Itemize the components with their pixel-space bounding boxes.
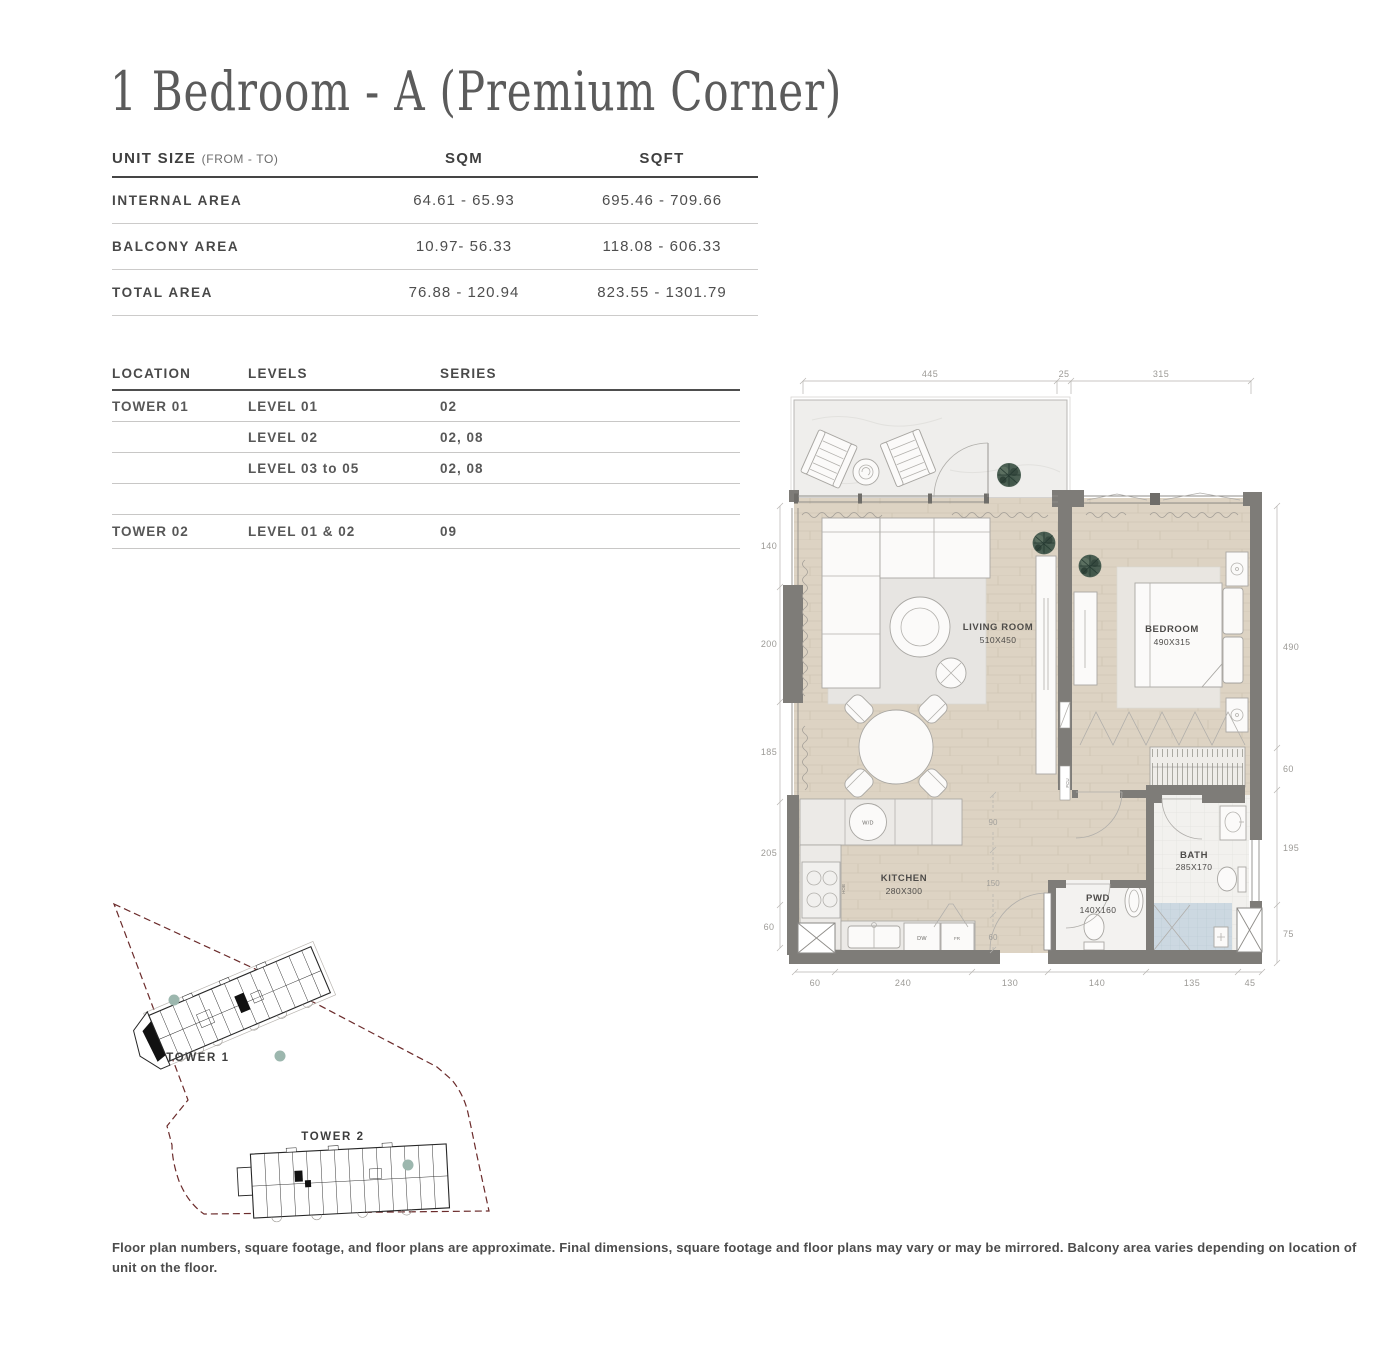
coffee-table <box>890 597 950 657</box>
svg-text:240: 240 <box>894 978 912 988</box>
svg-text:60: 60 <box>988 933 998 942</box>
disclaimer-text: Floor plan numbers, square footage, and floor plans are approximate. Final dimensions, square footage and floor plans may vary or may be mirrored. Balcony area varies depending on location of unit on the floor. <box>112 1240 1357 1276</box>
series-header: SERIES <box>440 366 497 381</box>
table-row <box>112 270 758 316</box>
row-label: TOTAL AREA <box>112 285 214 300</box>
unit-size-header-suffix: (FROM - TO) <box>201 152 279 166</box>
svg-text:285X170: 285X170 <box>1175 862 1213 872</box>
svg-text:90: 90 <box>988 818 998 827</box>
tower-2-footprint <box>236 1140 450 1224</box>
sqm-value: 10.97- 56.33 <box>415 238 513 255</box>
toilet <box>1084 914 1104 950</box>
svg-text:140X160: 140X160 <box>1079 905 1117 915</box>
unit-size-header-label: UNIT SIZE <box>112 150 197 167</box>
plant <box>1033 532 1056 555</box>
svg-text:45: 45 <box>1244 978 1256 988</box>
svg-text:490X315: 490X315 <box>1153 637 1191 647</box>
svg-text:60: 60 <box>1283 764 1294 774</box>
sink <box>848 923 900 949</box>
series-cell: 02, 08 <box>440 429 484 445</box>
svg-text:75: 75 <box>1283 929 1294 939</box>
row-label: BALCONY AREA <box>112 239 240 254</box>
vanity <box>1220 806 1246 840</box>
levels-cell: LEVEL 02 <box>248 429 319 445</box>
hob <box>802 862 846 918</box>
tower2-label: TOWER 2 <box>301 1131 365 1143</box>
levels-header: LEVELS <box>248 366 308 381</box>
svg-text:140: 140 <box>1088 978 1106 988</box>
svg-text:280X300: 280X300 <box>885 886 923 896</box>
location-cell: TOWER 02 <box>112 524 189 539</box>
svg-text:510X450: 510X450 <box>979 635 1017 645</box>
tower1-label: TOWER 1 <box>166 1052 230 1064</box>
svg-text:150: 150 <box>986 879 1000 888</box>
sqm-value: 76.88 - 120.94 <box>408 284 520 301</box>
sqft-header: SQFT <box>639 150 685 167</box>
sqft-value: 823.55 - 1301.79 <box>597 284 727 301</box>
tower-1-footprint <box>125 941 336 1075</box>
svg-text:205: 205 <box>760 848 778 858</box>
sqm-value: 64.61 - 65.93 <box>413 192 515 209</box>
plant <box>1079 555 1102 578</box>
hob-label: HOB <box>841 884 846 894</box>
unit-size-header <box>112 150 362 167</box>
series-cell: 02 <box>440 398 458 414</box>
svg-text:130: 130 <box>1001 978 1019 988</box>
sqft-value: 118.08 - 606.33 <box>602 238 722 255</box>
svg-text:490: 490 <box>1283 642 1300 652</box>
svg-text:25: 25 <box>1058 369 1070 379</box>
sqft-value: 695.46 - 709.66 <box>601 192 723 209</box>
levels-cell: LEVEL 01 & 02 <box>248 524 356 539</box>
tv-console-bedroom <box>1074 592 1097 685</box>
unit-size-table <box>112 150 758 316</box>
svg-text:135: 135 <box>1183 978 1201 988</box>
shower-fixture <box>1214 927 1228 947</box>
location-header: LOCATION <box>112 366 192 381</box>
powder-label: PWD <box>1086 893 1110 904</box>
bedroom-label: BEDROOM <box>1145 624 1199 635</box>
svg-text:140: 140 <box>760 541 778 551</box>
side-table <box>936 658 966 688</box>
washer-label: W/D <box>862 820 874 827</box>
entry-door-leaf <box>1044 893 1051 950</box>
series-cell: 02, 08 <box>440 460 484 476</box>
table-row <box>112 178 758 224</box>
table-row <box>112 391 740 422</box>
svg-text:185: 185 <box>760 747 778 757</box>
unit-size-header-row <box>112 150 758 178</box>
balcony <box>791 397 1070 501</box>
landscape-dot <box>403 1160 414 1171</box>
landscape-dot <box>169 995 180 1006</box>
svg-text:60: 60 <box>809 978 821 988</box>
levels-cell: LEVEL 03 to 05 <box>248 460 360 476</box>
page-title: 1 Bedroom - A (Premium Corner) <box>110 60 843 123</box>
svg-text:315: 315 <box>1152 369 1170 379</box>
svg-text:445: 445 <box>921 369 939 379</box>
series-cell: 09 <box>440 524 458 539</box>
fcu-label: FCU <box>1065 778 1070 788</box>
living-room-label: LIVING ROOM <box>962 622 1034 633</box>
kitchen-label: KITCHEN <box>880 873 928 884</box>
table-row <box>112 224 758 270</box>
location-header-row <box>112 366 740 391</box>
svg-text:200: 200 <box>760 639 778 649</box>
table-row-blank <box>112 484 740 515</box>
floor-plan <box>760 368 1390 1013</box>
location-cell: TOWER 01 <box>112 398 189 414</box>
tv-console <box>1036 556 1056 774</box>
table-row <box>112 422 740 453</box>
table-row <box>112 453 740 484</box>
sqm-header: SQM <box>444 150 484 167</box>
levels-cell: LEVEL 01 <box>248 398 319 414</box>
landscape-dot <box>275 1051 286 1062</box>
bath-label: BATH <box>1179 850 1209 861</box>
svg-text:60: 60 <box>763 922 775 932</box>
toilet <box>1218 867 1247 892</box>
svg-text:195: 195 <box>1283 843 1300 853</box>
table-row <box>112 515 740 549</box>
basin <box>1125 885 1143 917</box>
row-label: INTERNAL AREA <box>112 193 243 208</box>
nightstand <box>1226 552 1248 586</box>
fridge-label: FR <box>954 936 960 941</box>
location-table <box>112 366 740 549</box>
dishwasher-label: DW <box>917 936 927 942</box>
site-plan <box>100 893 520 1245</box>
balcony-table <box>853 459 879 485</box>
plant <box>997 463 1021 487</box>
